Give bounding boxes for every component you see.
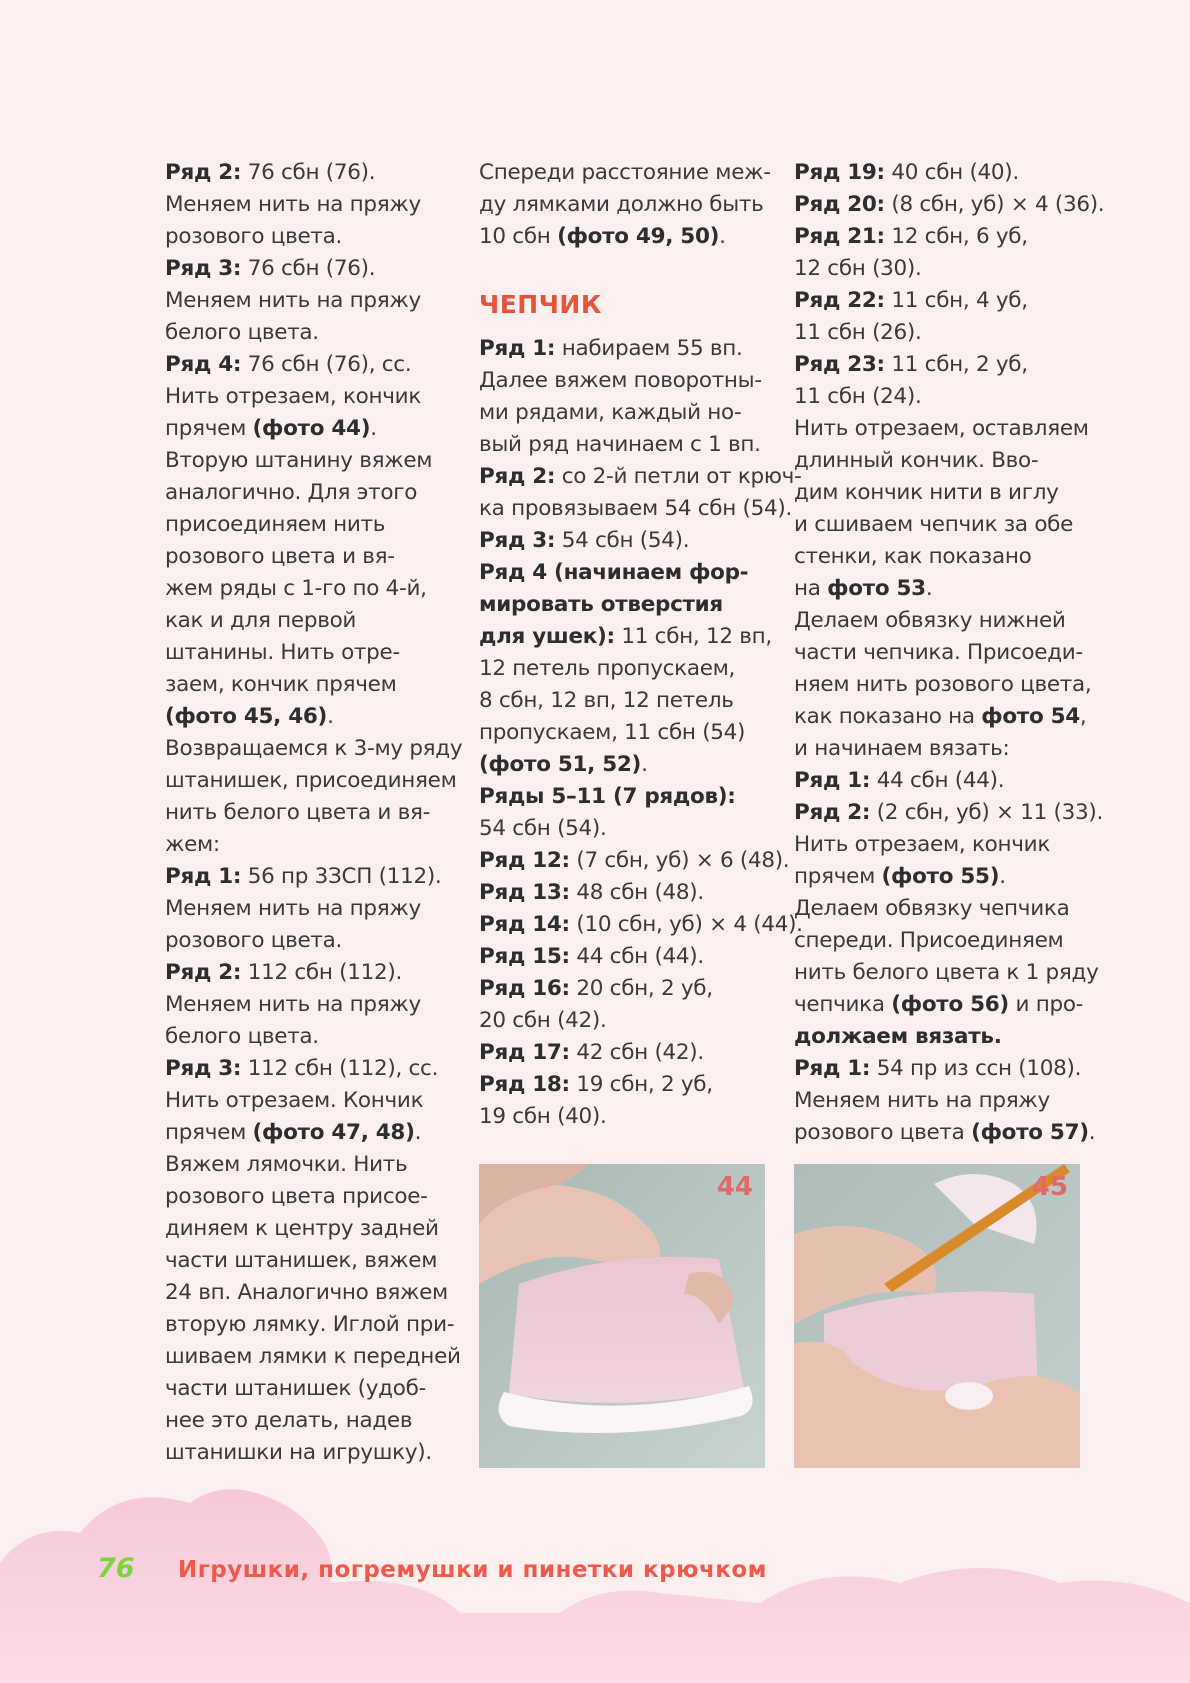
- text-line: [479, 653, 779, 685]
- text-line: [479, 621, 779, 653]
- text-segment: и про-: [1008, 992, 1084, 1017]
- text-segment: дим кончик нити в иглу: [794, 480, 1059, 505]
- text-line: [794, 605, 1104, 637]
- text-segment: (7 сбн, уб) × 6 (48).: [569, 848, 790, 873]
- text-segment: 54 сбн (54).: [555, 528, 690, 553]
- bold-text: фото 54: [981, 704, 1080, 729]
- text-line: [165, 893, 455, 925]
- text-line: [479, 909, 803, 941]
- text-line: [794, 1053, 1104, 1085]
- text-line: [794, 1085, 1104, 1117]
- text-segment: розового цвета: [794, 1120, 972, 1145]
- text-segment: прячем: [165, 1120, 253, 1145]
- text-segment: 19 сбн, 2 уб,: [569, 1072, 713, 1097]
- text-segment: 10 сбн: [479, 224, 558, 249]
- text-line: [165, 1213, 455, 1245]
- text-line: [479, 589, 779, 621]
- bold-text: Ряд 20:: [794, 192, 885, 217]
- text-segment: Меняем нить на пряжу: [165, 992, 421, 1017]
- text-segment: части чепчика. Присоеди-: [794, 640, 1083, 665]
- bold-text: Ряд 13:: [479, 880, 570, 905]
- text-line: [479, 781, 779, 813]
- bold-text: Ряд 16:: [479, 976, 570, 1001]
- text-segment: 44 сбн (44).: [569, 944, 704, 969]
- text-line: [165, 1341, 461, 1373]
- bold-text: Ряд 22:: [794, 288, 885, 313]
- text-segment: 56 пр 3ЗСП (112).: [241, 864, 442, 889]
- bold-text: Ряд 21:: [794, 224, 885, 249]
- text-line: [165, 285, 455, 317]
- bold-text: Ряд 1:: [794, 768, 871, 793]
- text-line: [165, 541, 455, 573]
- bold-text: Ряд 2:: [794, 800, 871, 825]
- text-line: [479, 189, 779, 221]
- text-segment: 12 петель пропускаем,: [479, 656, 736, 681]
- text-segment: розового цвета и вя-: [165, 544, 395, 569]
- text-segment: 20 сбн, 2 уб,: [569, 976, 713, 1001]
- text-segment: длинный кончик. Вво-: [794, 448, 1039, 473]
- text-line: [479, 845, 790, 877]
- text-line: [165, 989, 455, 1021]
- text-segment: ,: [1079, 704, 1087, 729]
- text-segment: жем:: [165, 832, 220, 857]
- text-line: [794, 861, 1104, 893]
- text-line: [165, 797, 455, 829]
- text-segment: Нить отрезаем, кончик: [165, 384, 422, 409]
- text-line: [165, 765, 455, 797]
- text-segment: Нить отрезаем, оставляем: [794, 416, 1089, 441]
- text-segment: нить белого цвета к 1 ряду: [794, 960, 1099, 985]
- text-segment: 42 сбн (42).: [569, 1040, 704, 1065]
- text-line: [165, 1149, 455, 1181]
- text-line: [165, 477, 455, 509]
- text-line: [165, 1405, 455, 1437]
- text-segment: .: [641, 752, 648, 777]
- text-segment: шиваем лямки к передней: [165, 1344, 461, 1369]
- text-segment: чепчика: [794, 992, 892, 1017]
- text-line: [479, 557, 779, 589]
- text-segment: 48 сбн (48).: [569, 880, 704, 905]
- text-segment: белого цвета.: [165, 1024, 319, 1049]
- text-segment: прячем: [794, 864, 882, 889]
- text-segment: .: [327, 704, 334, 729]
- text-segment: жем ряды с 1-го по 4-й,: [165, 576, 427, 601]
- text-segment: вый ряд начинаем с 1 вп.: [479, 432, 761, 457]
- photo-44-image: [479, 1164, 765, 1468]
- bold-text: для ушек):: [479, 624, 615, 649]
- text-segment: пропускаем, 11 сбн (54): [479, 720, 746, 745]
- text-line: [794, 797, 1104, 829]
- bold-text: Ряд 1:: [165, 864, 242, 889]
- photo-number: 44: [716, 1172, 753, 1202]
- text-line: [165, 573, 455, 605]
- text-segment: Меняем нить на пряжу: [165, 896, 421, 921]
- text-segment: прячем: [165, 416, 253, 441]
- text-line: [479, 429, 779, 461]
- text-line: [794, 765, 1104, 797]
- text-segment: аналогично. Для этого: [165, 480, 418, 505]
- text-segment: Делаем обвязку чепчика: [794, 896, 1070, 921]
- text-segment: 40 сбн (40).: [884, 160, 1019, 185]
- text-line: [165, 925, 455, 957]
- text-segment: 112 сбн (112), сс.: [241, 1056, 439, 1081]
- text-segment: Делаем обвязку нижней: [794, 608, 1066, 633]
- bold-text: Ряд 1:: [794, 1056, 871, 1081]
- text-segment: на: [794, 576, 828, 601]
- text-line: [165, 861, 455, 893]
- book-title: Игрушки, погремушки и пинетки крючком: [178, 1557, 767, 1583]
- text-line: [479, 813, 779, 845]
- text-segment: няем нить розового цвета,: [794, 672, 1092, 697]
- text-segment: вторую лямку. Иглой при-: [165, 1312, 455, 1337]
- text-line: [479, 333, 779, 365]
- bold-text: Ряд 2:: [479, 464, 556, 489]
- bold-text: Ряд 15:: [479, 944, 570, 969]
- text-line: [165, 957, 455, 989]
- text-line: [165, 349, 455, 381]
- photo-45-image: [794, 1164, 1080, 1468]
- text-column-1: [165, 157, 463, 1469]
- text-segment: набираем 55 вп.: [555, 336, 743, 361]
- text-line: [479, 1037, 779, 1069]
- text-segment: .: [719, 224, 726, 249]
- text-segment: 112 сбн (112).: [241, 960, 402, 985]
- text-line: [794, 1117, 1104, 1149]
- bold-text: (фото 55): [881, 864, 1000, 889]
- text-line: [479, 221, 779, 253]
- text-segment: (2 сбн, уб) × 11 (33).: [870, 800, 1104, 825]
- text-segment: Возвращаемся к 3-му ряду: [165, 736, 463, 761]
- bold-text: (фото 51, 52): [479, 752, 642, 777]
- text-segment: стенки, как показано: [794, 544, 1032, 569]
- text-line: [794, 1021, 1104, 1053]
- bold-text: Ряд 14:: [479, 912, 570, 937]
- text-segment: части штанишек, вяжем: [165, 1248, 438, 1273]
- text-segment: 24 вп. Аналогично вяжем: [165, 1280, 448, 1305]
- text-line: [165, 189, 455, 221]
- text-segment: розового цвета.: [165, 928, 343, 953]
- text-segment: 11 сбн, 2 уб,: [884, 352, 1028, 377]
- text-line: [794, 317, 1104, 349]
- text-line: [165, 1373, 455, 1405]
- text-line: [165, 1021, 455, 1053]
- text-segment: заем, кончик прячем: [165, 672, 397, 697]
- bold-text: фото 53: [827, 576, 926, 601]
- text-line: [794, 701, 1104, 733]
- bold-text: (фото 56): [891, 992, 1009, 1017]
- text-line: [165, 1053, 455, 1085]
- text-segment: .: [1088, 1120, 1096, 1145]
- text-column-2: [479, 157, 803, 1133]
- text-segment: (10 сбн, уб) × 4 (44).: [569, 912, 803, 937]
- text-line: [794, 541, 1104, 573]
- bold-text: Ряд 2:: [165, 160, 242, 185]
- text-segment: .: [370, 416, 377, 441]
- text-line: [165, 157, 455, 189]
- text-segment: 54 сбн (54).: [479, 816, 607, 841]
- text-segment: (8 сбн, уб) × 4 (36).: [884, 192, 1105, 217]
- text-line: [165, 381, 455, 413]
- text-segment: Вяжем лямочки. Нить: [165, 1152, 408, 1177]
- bold-text: Ряд 23:: [794, 352, 885, 377]
- text-column-3: [794, 157, 1104, 1149]
- bold-text: Ряд 3:: [165, 256, 242, 281]
- text-segment: 44 сбн (44).: [870, 768, 1005, 793]
- text-line: [165, 413, 455, 445]
- text-segment: Нить отрезаем, кончик: [794, 832, 1051, 857]
- text-segment: ду лямками должно быть: [479, 192, 764, 217]
- text-line: [794, 189, 1104, 221]
- text-line: [794, 253, 1104, 285]
- bold-text: Ряд 12:: [479, 848, 570, 873]
- text-segment: 20 сбн (42).: [479, 1008, 607, 1033]
- text-line: [165, 1245, 455, 1277]
- text-line: [794, 989, 1104, 1021]
- text-line: [479, 1005, 779, 1037]
- bold-text: (фото 45, 46): [165, 704, 328, 729]
- page-number: 76: [97, 1553, 135, 1584]
- text-line: [794, 669, 1104, 701]
- text-segment: 76 сбн (76), сс.: [241, 352, 412, 377]
- text-line: [794, 157, 1104, 189]
- text-line: [794, 413, 1104, 445]
- section-heading: ЧЕПЧИК: [479, 290, 602, 319]
- bold-text: Ряд 4:: [165, 352, 242, 377]
- text-segment: 12 сбн, 6 уб,: [884, 224, 1028, 249]
- text-segment: Меняем нить на пряжу: [165, 288, 421, 313]
- text-segment: розового цвета присое-: [165, 1184, 428, 1209]
- text-line: [165, 509, 455, 541]
- text-segment: 76 сбн (76).: [241, 256, 376, 281]
- text-segment: .: [925, 576, 933, 601]
- text-segment: Меняем нить на пряжу: [165, 192, 421, 217]
- text-segment: штанины. Нить отре-: [165, 640, 400, 665]
- text-segment: Вторую штанину вяжем: [165, 448, 433, 473]
- text-segment: 11 сбн, 4 уб,: [884, 288, 1028, 313]
- text-line: [479, 525, 779, 557]
- text-segment: нее это делать, надев: [165, 1408, 413, 1433]
- text-segment: части штанишек (удоб-: [165, 1376, 427, 1401]
- text-segment: как показано на: [794, 704, 982, 729]
- text-line: [479, 973, 779, 1005]
- text-segment: ка провязываем 54 сбн (54).: [479, 496, 793, 521]
- text-line: [479, 157, 779, 189]
- text-line: [165, 669, 455, 701]
- text-line: [479, 749, 779, 781]
- text-segment: диняем к центру задней: [165, 1216, 439, 1241]
- text-segment: Меняем нить на пряжу: [794, 1088, 1050, 1113]
- text-line: [165, 1277, 455, 1309]
- text-segment: 8 сбн, 12 вп, 12 петель: [479, 688, 734, 713]
- text-segment: .: [999, 864, 1006, 889]
- text-line: [165, 829, 455, 861]
- text-line: [165, 605, 455, 637]
- text-line: [165, 1085, 455, 1117]
- text-line: [794, 445, 1104, 477]
- text-line: [479, 717, 779, 749]
- bold-text: Ряд 17:: [479, 1040, 570, 1065]
- text-line: [479, 685, 779, 717]
- bold-text: Ряд 4 (начинаем фор-: [479, 560, 749, 585]
- text-line: [165, 701, 455, 733]
- bold-text: Ряд 3:: [479, 528, 556, 553]
- text-segment: присоединяем нить: [165, 512, 386, 537]
- text-segment: 19 сбн (40).: [479, 1104, 607, 1129]
- text-segment: Нить отрезаем. Кончик: [165, 1088, 424, 1113]
- text-line: [479, 1101, 779, 1133]
- text-line: [794, 893, 1104, 925]
- text-segment: и сшиваем чепчик за обе: [794, 512, 1074, 537]
- text-line: [479, 941, 779, 973]
- text-segment: 12 сбн (30).: [794, 256, 922, 281]
- text-line: [794, 509, 1104, 541]
- text-line: [479, 397, 779, 429]
- bold-text: мировать отверстия: [479, 592, 723, 617]
- text-line: [165, 1309, 455, 1341]
- bold-text: (фото 44): [252, 416, 371, 441]
- bold-text: Ряд 2:: [165, 960, 242, 985]
- text-segment: розового цвета.: [165, 224, 343, 249]
- text-segment: 54 пр из ссн (108).: [870, 1056, 1082, 1081]
- text-line: [794, 285, 1104, 317]
- text-line: [794, 573, 1104, 605]
- text-line: [479, 365, 779, 397]
- bold-text: должаем вязать.: [794, 1024, 1002, 1049]
- bold-text: (фото 49, 50): [557, 224, 720, 249]
- text-line: [794, 829, 1104, 861]
- text-segment: спереди. Присоединяем: [794, 928, 1064, 953]
- bold-text: (фото 47, 48): [252, 1120, 415, 1145]
- photo-44: [479, 1164, 765, 1468]
- text-segment: со 2-й петли от крюч-: [555, 464, 802, 489]
- text-line: [479, 1069, 779, 1101]
- text-line: [794, 381, 1104, 413]
- text-segment: 11 сбн (26).: [794, 320, 922, 345]
- text-line: [479, 493, 793, 525]
- text-line: [165, 1117, 455, 1149]
- text-segment: .: [414, 1120, 422, 1145]
- photo-number: 45: [1031, 1172, 1068, 1202]
- text-segment: Спереди расстояние меж-: [479, 160, 771, 185]
- text-segment: Далее вяжем поворотны-: [479, 368, 762, 393]
- text-line: [165, 221, 455, 253]
- text-line: [165, 317, 455, 349]
- text-line: [794, 925, 1104, 957]
- text-line: [479, 877, 779, 909]
- text-segment: как и для первой: [165, 608, 357, 633]
- text-segment: нить белого цвета и вя-: [165, 800, 431, 825]
- text-line: [165, 1181, 455, 1213]
- bold-text: Ряд 1:: [479, 336, 556, 361]
- bold-text: Ряды 5–11 (7 рядов):: [479, 784, 736, 809]
- text-segment: 11 сбн (24).: [794, 384, 922, 409]
- text-line: [165, 445, 455, 477]
- text-line: [165, 637, 455, 669]
- text-segment: 76 сбн (76).: [241, 160, 376, 185]
- text-segment: 11 сбн, 12 вп,: [614, 624, 772, 649]
- bold-text: (фото 57): [971, 1120, 1089, 1145]
- text-segment: и начинаем вязать:: [794, 736, 1010, 761]
- text-line: [165, 733, 463, 765]
- text-segment: ми рядами, каждый но-: [479, 400, 742, 425]
- bold-text: Ряд 18:: [479, 1072, 570, 1097]
- bold-text: Ряд 3:: [165, 1056, 242, 1081]
- text-segment: штанишки на игрушку).: [165, 1440, 432, 1465]
- text-segment: штанишек, присоединяем: [165, 768, 457, 793]
- text-line: [794, 957, 1104, 989]
- text-line: [794, 221, 1104, 253]
- text-segment: белого цвета.: [165, 320, 319, 345]
- text-line: [794, 349, 1104, 381]
- text-line: [794, 733, 1104, 765]
- photo-45: [794, 1164, 1080, 1468]
- bold-text: Ряд 19:: [794, 160, 885, 185]
- text-line: [165, 253, 455, 285]
- text-line: [794, 477, 1104, 509]
- text-line: [794, 637, 1104, 669]
- text-line: [479, 461, 802, 493]
